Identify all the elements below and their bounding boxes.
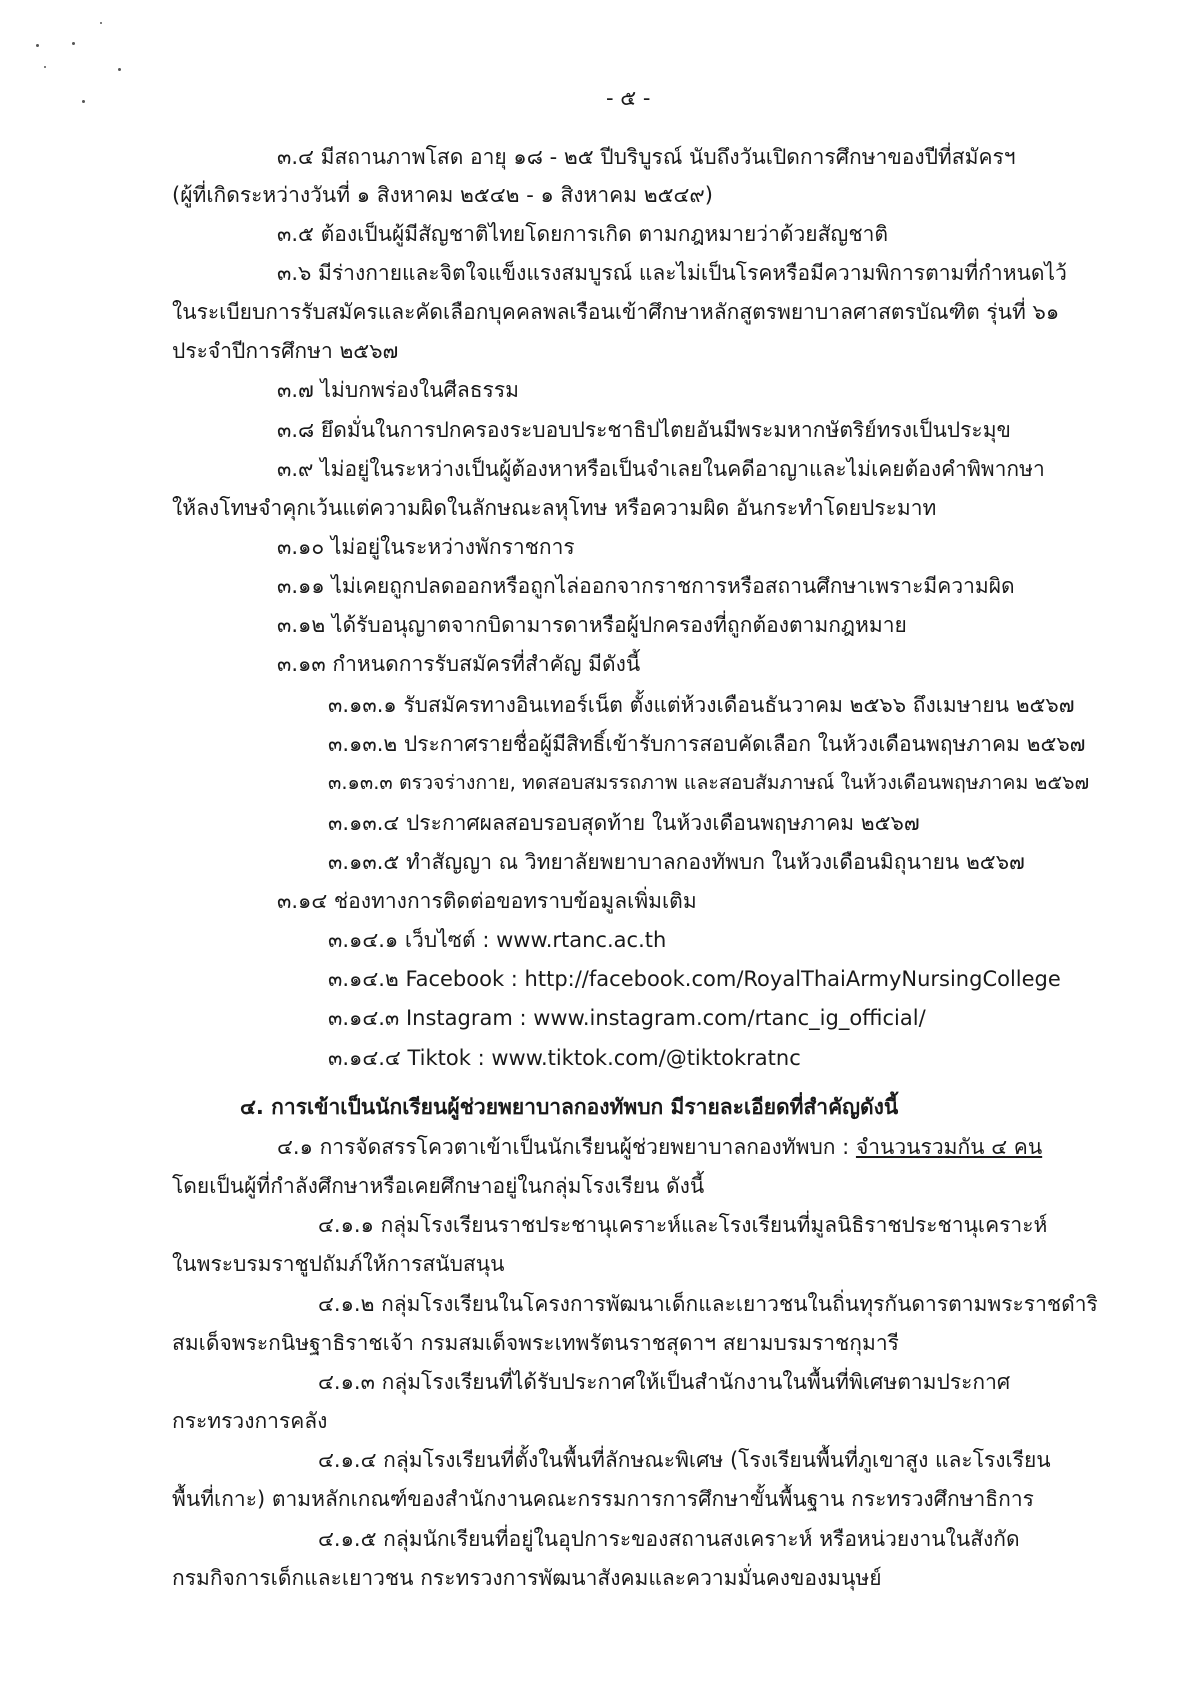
- clause-4-1-1-cont: ในพระบรมราชูปถัมภ์ให้การสนับสนุน: [172, 1252, 505, 1276]
- clause-3-9-cont: ให้ลงโทษจำคุกเว้นแต่ความผิดในลักษณะลหุโทษ หรือความผิด อันกระทำโดยประมาท: [172, 496, 937, 520]
- clause-4-1-5-cont: กรมกิจการเด็กและเยาวชน กระทรวงการพัฒนาสังคมและความมั่นคงของมนุษย์: [172, 1566, 882, 1590]
- clause-3-12: ๓.๑๒ ได้รับอนุญาตจากบิดามารดาหรือผู้ปกครองที่ถูกต้องตามกฎหมาย: [277, 613, 907, 637]
- quota-total: จำนวนรวมกัน ๔ คน: [855, 1135, 1043, 1159]
- scan-speck: [72, 42, 75, 45]
- scan-speck: [82, 100, 85, 103]
- section-4-heading: ๔. การเข้าเป็นนักเรียนผู้ช่วยพยาบาลกองทัพบก มีรายละเอียดที่สำคัญดังนี้: [240, 1095, 899, 1119]
- clause-4-1-text: ๔.๑ การจัดสรรโควตาเข้าเป็นนักเรียนผู้ช่วยพยาบาลกองทัพบก :: [277, 1135, 856, 1159]
- scan-speck: [44, 66, 46, 68]
- clause-3-14-4: ๓.๑๔.๔ Tiktok : www.tiktok.com/@tiktokratnc: [328, 1046, 801, 1070]
- clause-4-1-3-cont: กระทรวงการคลัง: [172, 1409, 328, 1433]
- clause-3-6: ๓.๖ มีร่างกายและจิตใจแข็งแรงสมบูรณ์ และไม่เป็นโรคหรือมีความพิการตามที่กำหนดไว้: [277, 261, 1067, 285]
- clause-3-13-1: ๓.๑๓.๑ รับสมัครทางอินเทอร์เน็ต ตั้งแต่ห้วงเดือนธันวาคม ๒๕๖๖ ถึงเมษายน ๒๕๖๗: [328, 693, 1075, 717]
- clause-3-9: ๓.๙ ไม่อยู่ในระหว่างเป็นผู้ต้องหาหรือเป็นจำเลยในคดีอาญาและไม่เคยต้องคำพิพากษา: [277, 457, 1045, 481]
- clause-3-13-3: ๓.๑๓.๓ ตรวจร่างกาย, ทดสอบสมรรถภาพ และสอบสัมภาษณ์ ในห้วงเดือนพฤษภาคม ๒๕๖๗: [328, 771, 1090, 794]
- clause-3-8: ๓.๘ ยึดมั่นในการปกครองระบอบประชาธิปไตยอันมีพระมหากษัตริย์ทรงเป็นประมุข: [277, 418, 1011, 442]
- clause-3-13: ๓.๑๓ กำหนดการรับสมัครที่สำคัญ มีดังนี้: [277, 652, 641, 676]
- clause-3-13-5: ๓.๑๓.๕ ทำสัญญา ณ วิทยาลัยพยาบาลกองทัพบก ในห้วงเดือนมิถุนายน ๒๕๖๗: [328, 850, 1025, 874]
- clause-3-13-2: ๓.๑๓.๒ ประกาศรายชื่อผู้มีสิทธิ์เข้ารับการสอบคัดเลือก ในห้วงเดือนพฤษภาคม ๒๕๖๗: [328, 732, 1086, 756]
- clause-3-14-1: ๓.๑๔.๑ เว็บไซต์ : www.rtanc.ac.th: [328, 928, 667, 952]
- clause-4-1-5: ๔.๑.๕ กลุ่มนักเรียนที่อยู่ในอุปการะของสถานสงเคราะห์ หรือหน่วยงานในสังกัด: [318, 1527, 1020, 1551]
- scan-speck: [118, 68, 121, 71]
- clause-4-1-4-cont: พื้นที่เกาะ) ตามหลักเกณฑ์ของสำนักงานคณะกรรมการการศึกษาขั้นพื้นฐาน กระทรวงศึกษาธิการ: [172, 1487, 1034, 1511]
- clause-3-7: ๓.๗ ไม่บกพร่องในศีลธรรม: [277, 378, 519, 402]
- clause-4-1-1: ๔.๑.๑ กลุ่มโรงเรียนราชประชานุเคราะห์และโรงเรียนที่มูลนิธิราชประชานุเคราะห์: [318, 1213, 1048, 1237]
- clause-4-1-2-cont: สมเด็จพระกนิษฐาธิราชเจ้า กรมสมเด็จพระเทพรัตนราชสุดาฯ สยามบรมราชกุมารี: [172, 1331, 899, 1355]
- scan-speck: [100, 22, 102, 24]
- clause-3-13-4: ๓.๑๓.๔ ประกาศผลสอบรอบสุดท้าย ในห้วงเดือนพฤษภาคม ๒๕๖๗: [328, 811, 920, 835]
- clause-4-1-4: ๔.๑.๔ กลุ่มโรงเรียนที่ตั้งในพื้นที่ลักษณะพิเศษ (โรงเรียนพื้นที่ภูเขาสูง และโรงเรียน: [318, 1448, 1051, 1472]
- clause-4-1-cont: โดยเป็นผู้ที่กำลังศึกษาหรือเคยศึกษาอยู่ในกลุ่มโรงเรียน ดังนี้: [172, 1174, 705, 1198]
- clause-3-14-3: ๓.๑๔.๓ Instagram : www.instagram.com/rtanc_ig_official/: [328, 1006, 926, 1030]
- scan-speck: [36, 44, 39, 47]
- clause-4-1: [277, 1133, 1042, 1161]
- clause-3-11: ๓.๑๑ ไม่เคยถูกปลดออกหรือถูกไล่ออกจากราชการหรือสถานศึกษาเพราะมีความผิด: [277, 574, 1015, 598]
- clause-3-4: ๓.๔ มีสถานภาพโสด อายุ ๑๘ - ๒๕ ปีบริบูรณ์ นับถึงวันเปิดการศึกษาของปีที่สมัครฯ: [277, 145, 1016, 169]
- page-number: - ๕ -: [606, 86, 651, 110]
- clause-4-1-2: ๔.๑.๒ กลุ่มโรงเรียนในโครงการพัฒนาเด็กและเยาวชนในถิ่นทุรกันดารตามพระราชดำริ: [318, 1292, 1098, 1316]
- clause-3-6-cont: ในระเบียบการรับสมัครและคัดเลือกบุคคลพลเรือนเข้าศึกษาหลักสูตรพยาบาลศาสตรบัณฑิต รุ่นที่ ๖๑: [172, 300, 1060, 324]
- clause-4-1-3: ๔.๑.๓ กลุ่มโรงเรียนที่ได้รับประกาศให้เป็นสำนักงานในพื้นที่พิเศษตามประกาศ: [318, 1370, 1011, 1394]
- clause-3-14-2: ๓.๑๔.๒ Facebook : http://facebook.com/RoyalThaiArmyNursingCollege: [328, 967, 1061, 991]
- clause-3-14: ๓.๑๔ ช่องทางการติดต่อขอทราบข้อมูลเพิ่มเติม: [277, 889, 697, 913]
- clause-3-5: ๓.๕ ต้องเป็นผู้มีสัญชาติไทยโดยการเกิด ตามกฎหมายว่าด้วยสัญชาติ: [277, 222, 889, 246]
- clause-3-4-cont: (ผู้ที่เกิดระหว่างวันที่ ๑ สิงหาคม ๒๕๔๒ - ๑ สิงหาคม ๒๕๔๙): [172, 183, 713, 207]
- clause-3-10: ๓.๑๐ ไม่อยู่ในระหว่างพักราชการ: [277, 535, 575, 559]
- clause-3-6-cont2: ประจำปีการศึกษา ๒๕๖๗: [172, 339, 399, 363]
